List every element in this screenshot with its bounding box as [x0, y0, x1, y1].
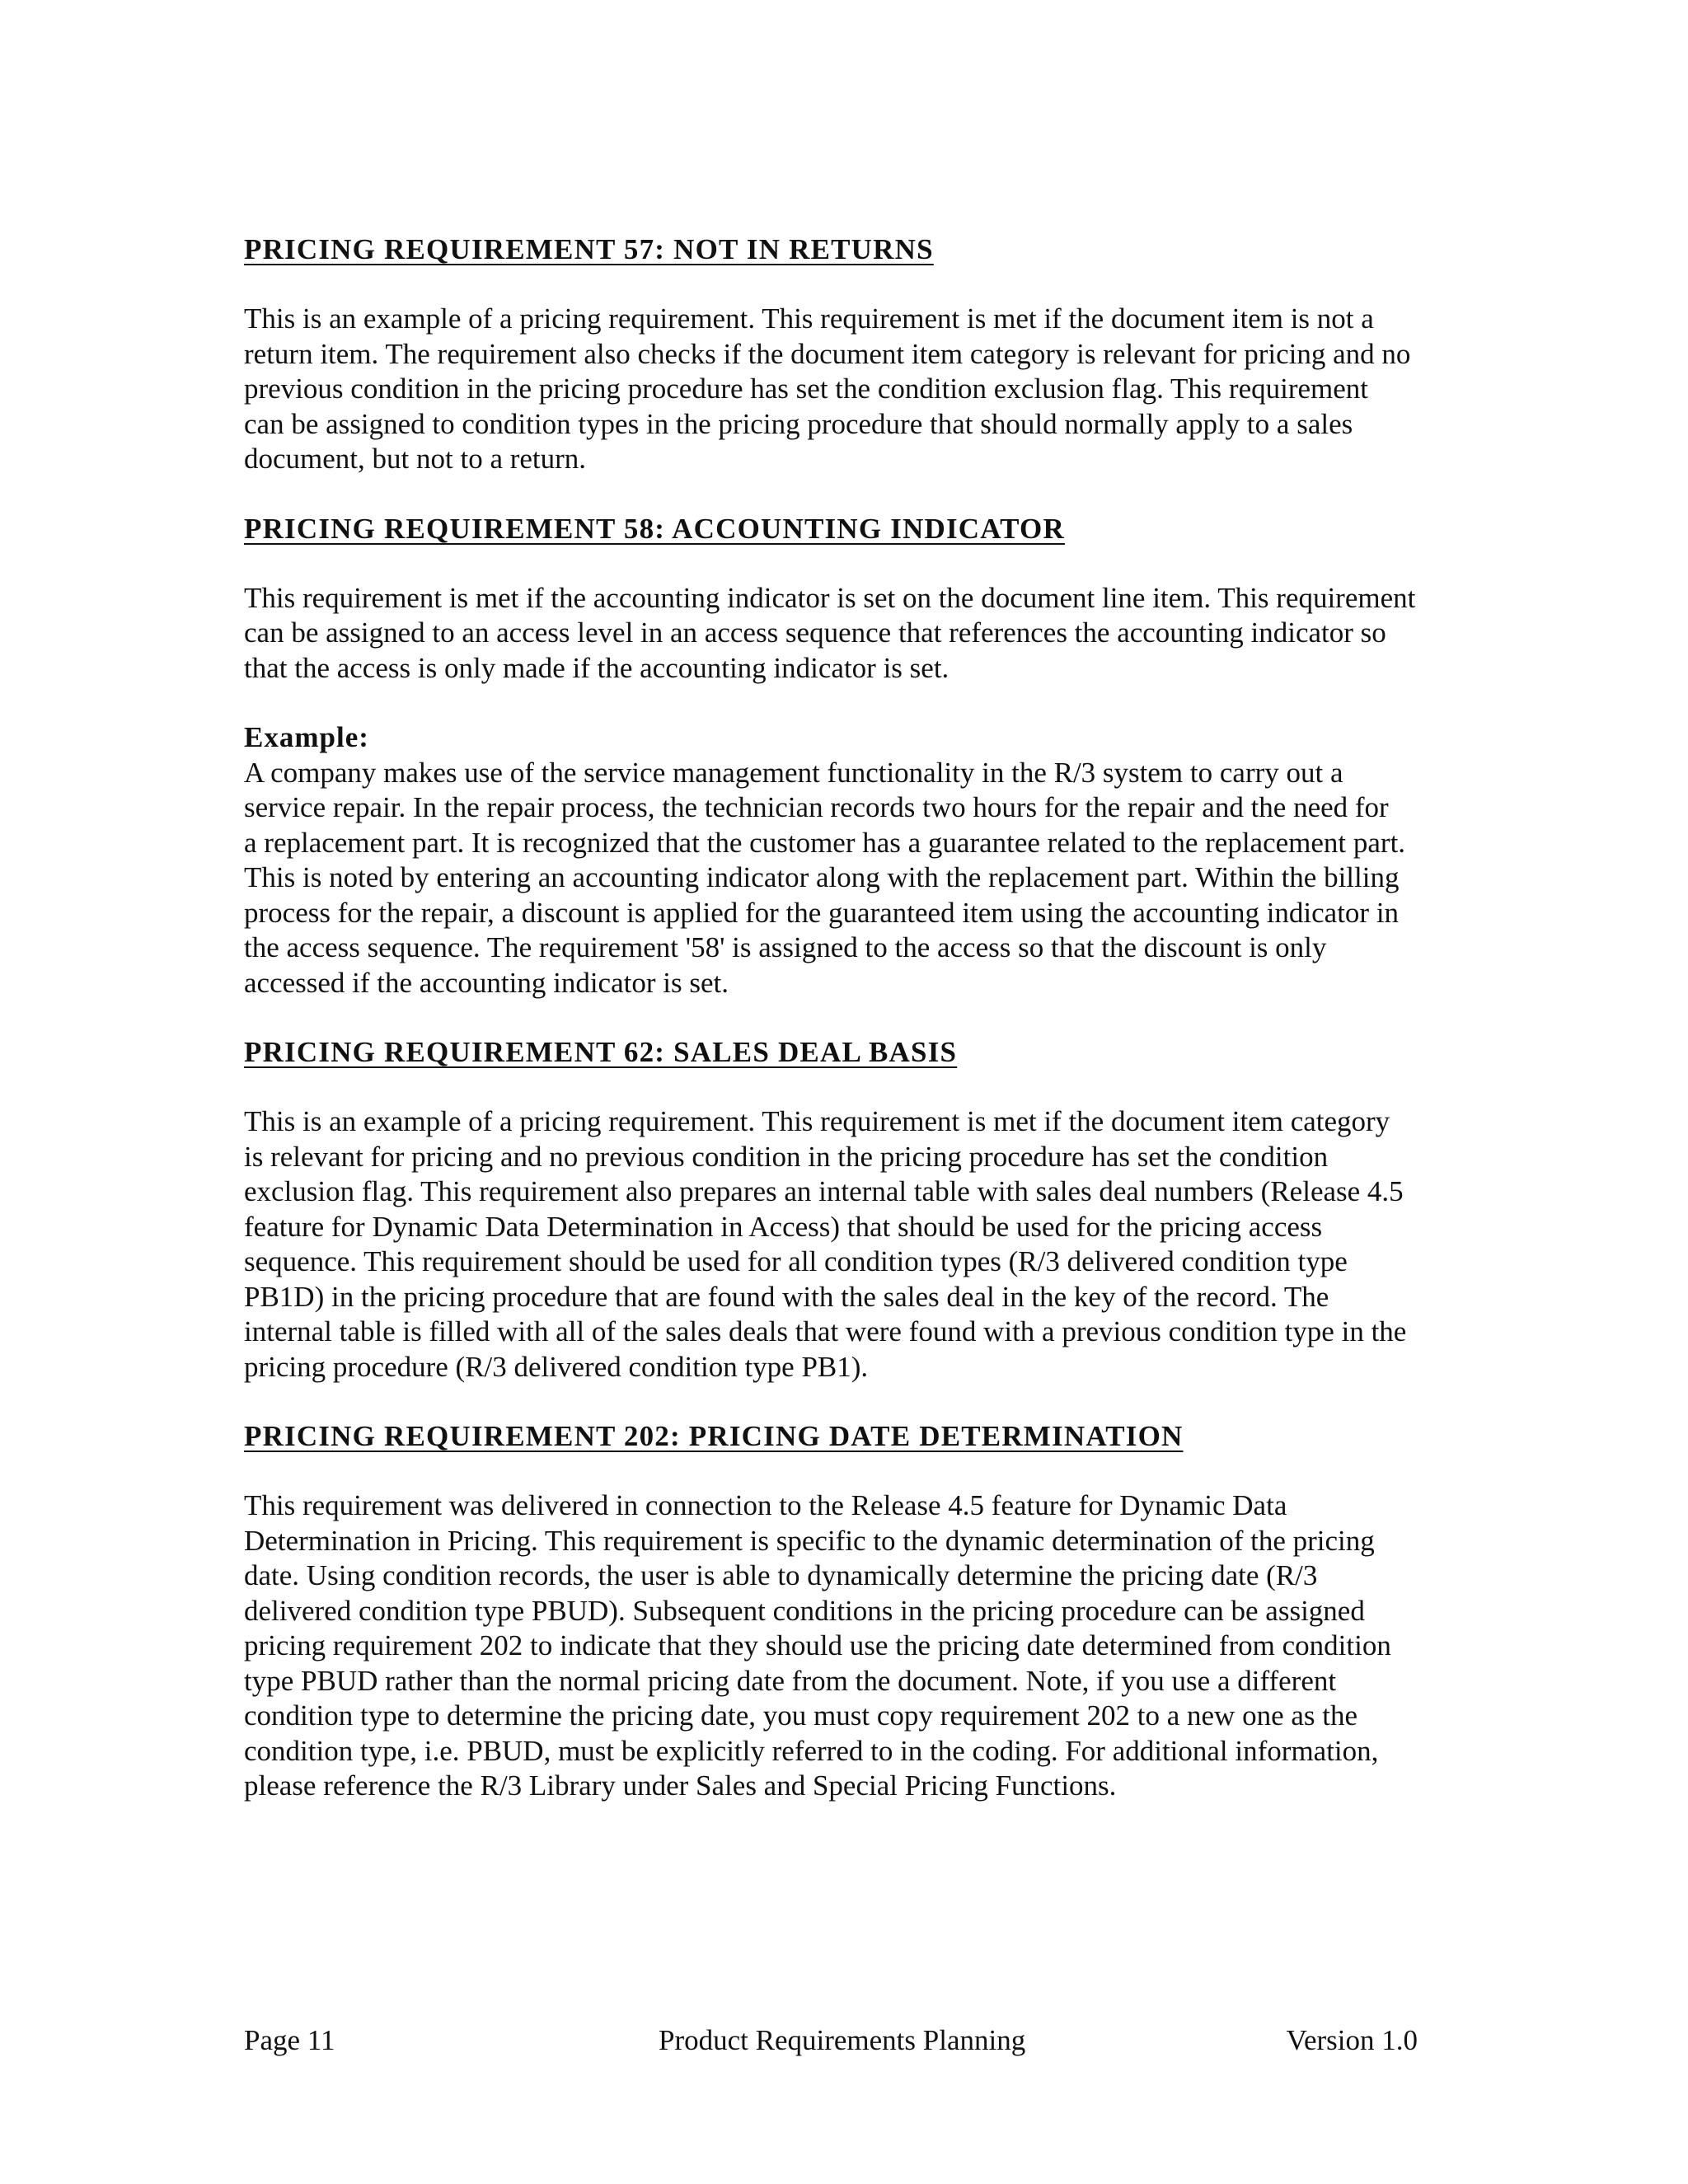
section-paragraph	[244, 1488, 1480, 1804]
paragraph-line: internal table is filled with all of the sales deals that were found with a previous condition type in the	[244, 1315, 1407, 1347]
paragraph-line: previous condition in the pricing procedure has set the condition exclusion flag. This requirement	[244, 373, 1369, 405]
paragraph-line: please reference the R/3 Library under Sales and Special Pricing Functions.	[244, 1769, 1117, 1802]
paragraph-line: date. Using condition records, the user is able to dynamically determine the pricing date (R/3	[244, 1559, 1318, 1591]
document-page	[244, 232, 1480, 1839]
section-heading: PRICING REQUIREMENT 57: NOT IN RETURNS	[244, 233, 934, 265]
section-heading: PRICING REQUIREMENT 58: ACCOUNTING INDICATOR	[244, 512, 1065, 545]
paragraph-line: This is an example of a pricing requirement. This requirement is met if the document item category	[244, 1105, 1390, 1137]
paragraph-line: This is an example of a pricing requirement. This requirement is met if the document item is not a	[244, 302, 1374, 335]
paragraph-line: sequence. This requirement should be used for all condition types (R/3 delivered condition type	[244, 1245, 1348, 1277]
section-heading: PRICING REQUIREMENT 202: PRICING DATE DETERMINATION	[244, 1420, 1184, 1452]
section-req-57	[244, 232, 1480, 477]
section-heading: PRICING REQUIREMENT 62: SALES DEAL BASIS	[244, 1036, 958, 1068]
paragraph-line: type PBUD rather than the normal pricing date from the document. Note, if you use a different	[244, 1664, 1337, 1697]
example-label: Example:	[244, 721, 369, 753]
section-paragraph	[244, 302, 1480, 477]
paragraph-line: document, but not to a return.	[244, 443, 587, 475]
paragraph-line: is relevant for pricing and no previous condition in the pricing procedure has set the condition	[244, 1140, 1329, 1173]
paragraph-line: can be assigned to condition types in the pricing procedure that should normally apply to a sales	[244, 407, 1353, 440]
paragraph-line: return item. The requirement also checks if the document item category is relevant for pricing and no	[244, 337, 1411, 370]
paragraph-line: accessed if the accounting indicator is set.	[244, 966, 729, 999]
document-title: Product Requirements Planning	[659, 2024, 1026, 2056]
paragraph-line: condition type to determine the pricing date, you must copy requirement 202 to a new one as the	[244, 1699, 1358, 1732]
paragraph-line: a replacement part. It is recognized that the customer has a guarantee related to the replacement part.	[244, 826, 1406, 859]
section-paragraph	[244, 1104, 1480, 1385]
page-number: Page 11	[244, 2024, 335, 2056]
document-version: Version 1.0	[1286, 2024, 1418, 2056]
paragraph-line: that the access is only made if the accounting indicator is set.	[244, 651, 950, 684]
section-req-58	[244, 512, 1480, 1001]
paragraph-line: feature for Dynamic Data Determination in Access) that should be used for the pricing access	[244, 1210, 1323, 1243]
paragraph-line: This is noted by entering an accounting indicator along with the replacement part. Within the billing	[244, 861, 1400, 893]
paragraph-line: A company makes use of the service management functionality in the R/3 system to carry out a	[244, 756, 1343, 789]
paragraph-line: pricing requirement 202 to indicate that they should use the pricing date determined from condition	[244, 1629, 1391, 1661]
section-req-202	[244, 1419, 1480, 1804]
paragraph-line: the access sequence. The requirement '58' is assigned to the access so that the discount is only	[244, 931, 1327, 963]
paragraph-line: process for the repair, a discount is applied for the guaranteed item using the accounting indicator in	[244, 896, 1400, 929]
paragraph-line: Determination in Pricing. This requirement is specific to the dynamic determination of the pricing	[244, 1524, 1375, 1557]
paragraph-line: This requirement is met if the accounting indicator is set on the document line item. This requirement	[244, 581, 1416, 614]
section-paragraph	[244, 581, 1480, 687]
paragraph-line: This requirement was delivered in connection to the Release 4.5 feature for Dynamic Data	[244, 1489, 1287, 1521]
paragraph-line: service repair. In the repair process, the technician records two hours for the repair and the need for	[244, 791, 1389, 823]
paragraph-line: PB1D) in the pricing procedure that are found with the sales deal in the key of the record. The	[244, 1280, 1329, 1313]
page-footer	[244, 2022, 1418, 2059]
paragraph-line: delivered condition type PBUD). Subsequent conditions in the pricing procedure can be assigned	[244, 1594, 1365, 1627]
example-paragraph	[244, 720, 1480, 1001]
paragraph-line: can be assigned to an access level in an access sequence that references the accounting indicator so	[244, 616, 1386, 649]
paragraph-line: exclusion flag. This requirement also prepares an internal table with sales deal numbers (Release 4.5	[244, 1175, 1404, 1207]
paragraph-line: condition type, i.e. PBUD, must be explicitly referred to in the coding. For additional information,	[244, 1734, 1379, 1767]
section-req-62	[244, 1035, 1480, 1385]
paragraph-line: pricing procedure (R/3 delivered condition type PB1).	[244, 1350, 869, 1383]
